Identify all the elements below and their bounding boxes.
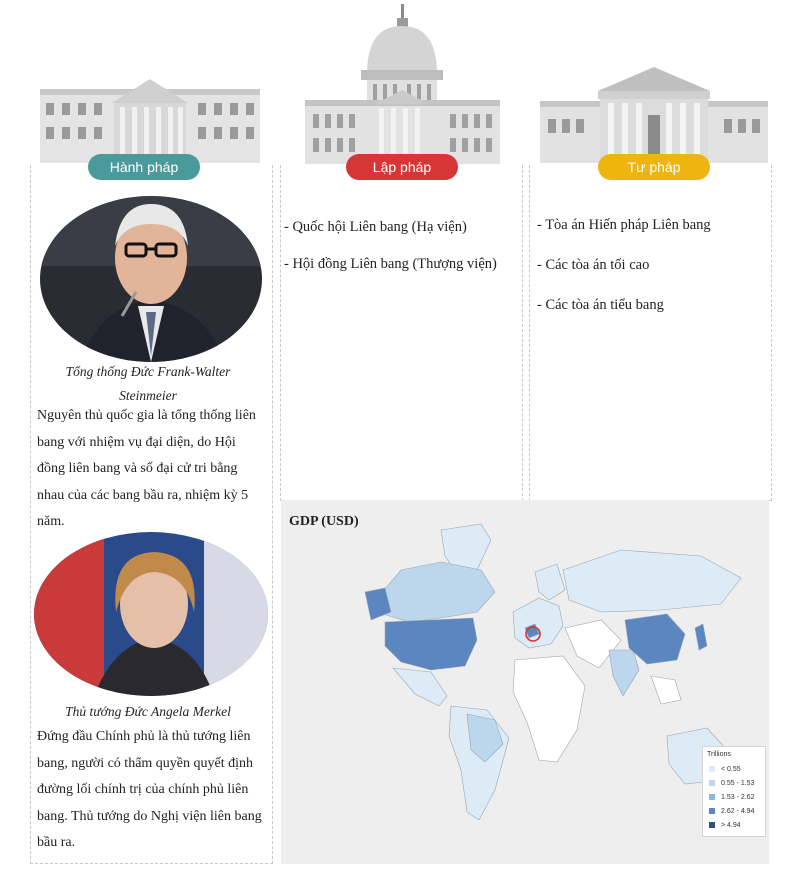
legend-swatch xyxy=(709,780,715,786)
executive-branch-label: Hành pháp xyxy=(88,154,200,180)
capitol-illustration xyxy=(305,4,500,164)
legend-label: 0.55 - 1.53 xyxy=(721,779,755,787)
legislative-item-bundesrat: - Hội đồng Liên bang (Thượng viện) xyxy=(284,256,497,272)
chancellor-description: Đứng đầu Chính phủ là thủ tướng liên bang, người có thẩm quyền quyết định đường lối chính trị của chính phủ liên bang. Thủ tướng do Nghị viện liên bang bầu ra. xyxy=(37,729,262,850)
legend-item xyxy=(705,804,763,818)
legend-label: > 4.94 xyxy=(721,821,741,829)
white-house-illustration xyxy=(40,75,260,163)
gdp-map-panel xyxy=(281,500,769,864)
legend-item xyxy=(705,818,763,832)
judicial-item-state-courts: - Các tòa án tiểu bang xyxy=(537,297,664,313)
legend-label: 2.62 - 4.94 xyxy=(721,807,755,815)
judicial-column xyxy=(529,165,772,501)
gdp-map-title: GDP (USD) xyxy=(289,514,359,529)
legend-swatch xyxy=(709,822,715,828)
legend-label: < 0.55 xyxy=(721,765,741,773)
president-photo xyxy=(40,196,262,362)
president-caption: Tổng thống Đức Frank-Walter Steinmeier xyxy=(65,364,231,403)
legend-item xyxy=(705,790,763,804)
chancellor-caption: Thủ tướng Đức Angela Merkel xyxy=(65,704,231,719)
legend-swatch xyxy=(709,808,715,814)
judicial-branch-label: Tư pháp xyxy=(598,154,710,180)
chancellor-photo xyxy=(34,532,268,696)
judicial-item-constitutional-court: - Tòa án Hiến pháp Liên bang xyxy=(537,217,711,233)
legend-item xyxy=(705,762,763,776)
supreme-court-illustration xyxy=(540,65,768,163)
gdp-legend xyxy=(702,746,766,837)
legend-label: 1.53 - 2.62 xyxy=(721,793,755,801)
world-map xyxy=(281,500,769,864)
president-description: Nguyên thủ quốc gia là tổng thống liên bang với nhiệm vụ đại diện, do Hội đồng liên bang và số đại cử tri bằng nhau của các bang bầu ra, nhiệm kỳ 5 năm. xyxy=(37,408,256,529)
legend-swatch xyxy=(709,766,715,772)
judicial-item-supreme-courts: - Các tòa án tối cao xyxy=(537,257,650,273)
legend-item xyxy=(705,776,763,790)
legislative-column xyxy=(280,165,523,501)
legend-title: Trillions xyxy=(707,751,731,758)
legend-swatch xyxy=(709,794,715,800)
legislative-item-bundestag: - Quốc hội Liên bang (Hạ viện) xyxy=(284,219,467,235)
legislative-branch-label: Lập pháp xyxy=(346,154,458,180)
